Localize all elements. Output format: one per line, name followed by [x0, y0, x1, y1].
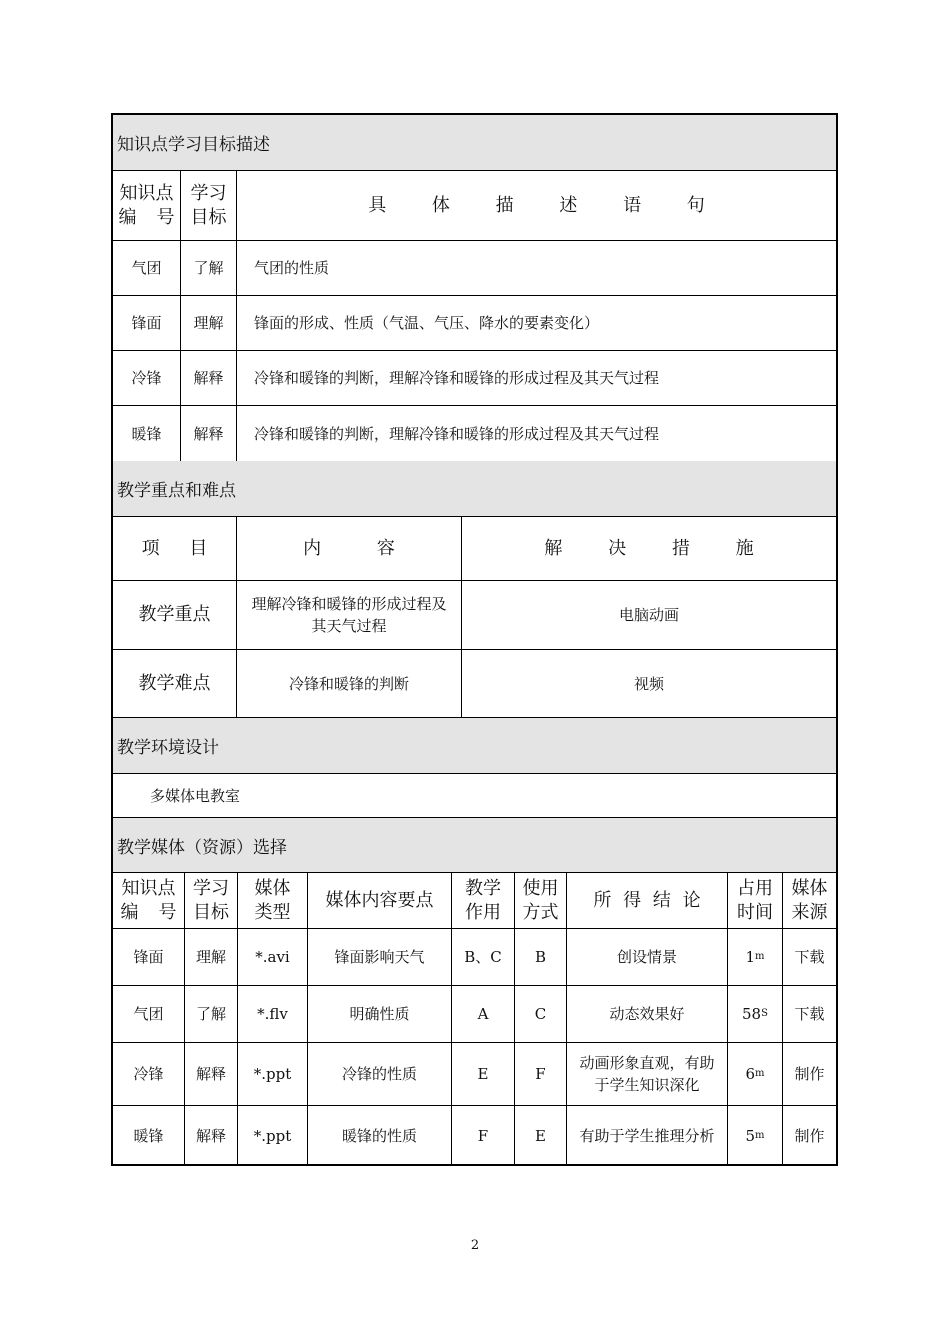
section-title-environment — [113, 718, 836, 774]
table-row — [113, 1043, 836, 1106]
cell-role: B、C — [452, 929, 515, 985]
cell-source: 下载 — [794, 1005, 825, 1023]
header-source: 媒体 来源 — [791, 877, 828, 923]
header-description: 具 体 描 述 语 句 — [368, 194, 705, 216]
section-title-text: 教学环境设计 — [117, 738, 219, 758]
cell-conclusion: 创设情景 — [567, 929, 728, 985]
section-title-text: 知识点学习目标描述 — [117, 135, 270, 155]
cell-type: *.ppt — [238, 1106, 308, 1166]
cell-content: 锋面影响天气 — [308, 929, 452, 985]
section-title-text: 教学媒体（资源）选择 — [117, 837, 287, 858]
cell-content: 理解冷锋和暖锋的形成过程及 其天气过程 — [237, 581, 462, 649]
table-row — [113, 986, 836, 1043]
cell-time: 6 m — [728, 1043, 783, 1105]
header-media-content: 媒体内容要点 — [308, 873, 452, 928]
header-learning-goal: 学习 目标 — [181, 171, 237, 240]
objectives-header-row — [113, 171, 836, 241]
cell-solution: 电脑动画 — [618, 606, 679, 624]
lesson-plan-table — [111, 113, 838, 1166]
cell-point: 冷锋 — [113, 351, 181, 405]
page-number: 2 — [470, 1238, 480, 1253]
header-time: 占用 时间 — [728, 873, 783, 928]
cell-goal: 解释 — [181, 406, 237, 461]
cell-goal: 理解 — [181, 296, 237, 350]
cell-role: A — [452, 986, 515, 1042]
table-row — [113, 406, 836, 461]
cell-time: 58 S — [728, 986, 783, 1042]
header-usage-mode: 使用 方式 — [515, 873, 567, 928]
header-knowledge-point: 知识点 编 号 — [113, 873, 185, 928]
header-conclusion: 所 得 结 论 — [567, 873, 728, 928]
header-learning-goal: 学习 目标 — [185, 873, 238, 928]
table-row — [113, 351, 836, 406]
cell-goal: 了解 — [185, 986, 238, 1042]
header-teaching-role: 教学 作用 — [452, 873, 515, 928]
media-header-row — [113, 873, 836, 929]
cell-role: E — [452, 1043, 515, 1105]
table-row — [113, 296, 836, 351]
cell-mode: C — [515, 986, 567, 1042]
cell-point: 气团 — [113, 986, 185, 1042]
cell-content: 明确性质 — [308, 986, 452, 1042]
table-row — [113, 650, 836, 718]
table-row — [113, 929, 836, 986]
section-title-text: 教学重点和难点 — [117, 481, 236, 501]
cell-point: 锋面 — [113, 296, 181, 350]
cell-description: 锋面的形成、性质（气温、气压、降水的要素变化） — [254, 314, 600, 332]
header-knowledge-point: 知识点 编 号 — [113, 171, 181, 240]
table-row — [113, 1106, 836, 1166]
cell-time: 5 m — [728, 1106, 783, 1166]
key-points-header-row — [113, 517, 836, 581]
cell-type: *.avi — [238, 929, 308, 985]
cell-mode: E — [515, 1106, 567, 1166]
cell-item: 教学重点 — [113, 581, 237, 649]
cell-description: 气团的性质 — [254, 259, 330, 277]
cell-role: F — [452, 1106, 515, 1166]
cell-time: 1 m — [728, 929, 783, 985]
cell-point: 暖锋 — [113, 1106, 185, 1166]
cell-goal: 理解 — [185, 929, 238, 985]
header-content: 内 容 — [237, 517, 462, 580]
section-title-objectives — [113, 115, 836, 171]
cell-source: 制作 — [794, 1065, 825, 1083]
cell-mode: B — [515, 929, 567, 985]
cell-conclusion: 动画形象直观，有助 于学生知识深化 — [567, 1043, 728, 1105]
section-title-media — [113, 818, 836, 873]
cell-goal: 解释 — [185, 1106, 238, 1166]
table-row — [113, 241, 836, 296]
cell-goal: 解释 — [181, 351, 237, 405]
cell-solution: 视频 — [633, 674, 664, 693]
environment-row — [113, 774, 836, 818]
cell-conclusion: 动态效果好 — [567, 986, 728, 1042]
environment-content: 多媒体电教室 — [150, 786, 241, 805]
cell-description: 冷锋和暖锋的判断，理解冷锋和暖锋的形成过程及其天气过程 — [254, 424, 660, 443]
cell-content: 冷锋和暖锋的判断 — [237, 650, 462, 717]
cell-source: 下载 — [794, 948, 825, 966]
cell-description: 冷锋和暖锋的判断，理解冷锋和暖锋的形成过程及其天气过程 — [254, 369, 660, 387]
cell-content: 暖锋的性质 — [308, 1106, 452, 1166]
cell-point: 气团 — [113, 241, 181, 295]
cell-point: 锋面 — [113, 929, 185, 985]
cell-type: *.ppt — [238, 1043, 308, 1105]
cell-item: 教学难点 — [113, 650, 237, 717]
cell-goal: 了解 — [181, 241, 237, 295]
cell-type: *.flv — [238, 986, 308, 1042]
cell-goal: 解释 — [185, 1043, 238, 1105]
header-media-type: 媒体 类型 — [238, 873, 308, 928]
cell-conclusion: 有助于学生推理分析 — [567, 1106, 728, 1166]
section-title-key-points — [113, 461, 836, 517]
header-solution: 解 决 措 施 — [544, 537, 754, 559]
cell-point: 暖锋 — [113, 406, 181, 461]
cell-content: 冷锋的性质 — [308, 1043, 452, 1105]
cell-source: 制作 — [794, 1127, 825, 1145]
cell-mode: F — [515, 1043, 567, 1105]
header-item: 项 目 — [113, 517, 237, 580]
cell-point: 冷锋 — [113, 1043, 185, 1105]
table-row — [113, 581, 836, 650]
